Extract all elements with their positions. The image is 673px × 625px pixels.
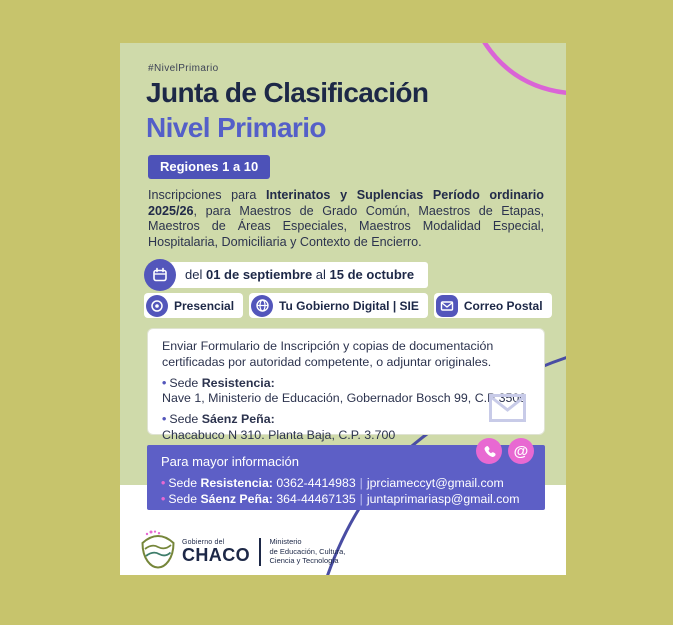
site-saenz-pena	[162, 412, 530, 428]
globe-icon	[251, 295, 273, 317]
contact-email: juntaprimariasp@gmail.com	[366, 492, 520, 506]
separator: |	[359, 476, 363, 490]
site-prefix: Sede	[169, 375, 202, 390]
date-end: 15 de octubre	[329, 267, 415, 282]
intro-paragraph	[148, 188, 544, 251]
hashtag: #NivelPrimario	[148, 63, 219, 74]
intro-lead: Inscripciones para	[148, 188, 267, 202]
page-title-line1: Junta de Clasificación	[146, 77, 429, 108]
page-title-line2: Nivel Primario	[146, 112, 326, 143]
channel-label: Presencial	[174, 298, 235, 313]
ministry-line2: de Educación, Cultura,	[269, 546, 346, 556]
calendar-icon	[144, 259, 176, 291]
contact-prefix: Sede	[168, 476, 201, 490]
government-logo	[140, 529, 345, 574]
channel-label: Tu Gobierno Digital | SIE	[279, 298, 419, 313]
contact-name: Sáenz Peña:	[200, 492, 273, 506]
contact-name: Resistencia:	[200, 476, 273, 490]
date-pre: del	[185, 267, 206, 282]
bullet: •	[161, 492, 166, 506]
contact-prefix: Sede	[168, 492, 201, 506]
chaco-leaf-logo	[140, 529, 176, 574]
bullet: •	[161, 476, 166, 490]
channel-presencial	[144, 293, 243, 318]
site-name: Resistencia:	[201, 375, 275, 390]
channel-gobierno-digital	[249, 293, 428, 318]
flyer-card	[120, 43, 566, 575]
at-icon: @	[508, 438, 534, 464]
contact-row-resistencia	[161, 475, 531, 491]
bullet: •	[162, 412, 167, 427]
submission-instructions: Enviar Formulario de Inscripción y copias de documentación certificadas por autoridad competente, o adjuntar originales.	[162, 339, 494, 369]
contact-email: jprciameccyt@gmail.com	[366, 476, 504, 490]
contact-heading: Para mayor información	[161, 454, 299, 469]
intro-rest: , para Maestros de Grado Común, Maestros de Etapas, Maestros de Áreas Especiales, Maestros Modalidad Especial, Hospitalaria, Domiciliaria y Contexto de Encierro.	[148, 203, 544, 250]
date-range-pill	[169, 262, 428, 288]
envelope-icon	[489, 394, 526, 427]
ministry-line3: Ciencia y Tecnología	[269, 556, 339, 566]
separator: |	[359, 492, 363, 506]
inscription-dates	[144, 259, 428, 291]
bullet: •	[162, 375, 167, 390]
site-name: Sáenz Peña:	[201, 412, 275, 427]
site-resistencia-detail: Nave 1, Ministerio de Educación, Gobernador Bosch 99, C.P 3500	[162, 391, 527, 406]
intro-highlight: Interinatos y Suplencias Período ordinario 2025/26	[148, 188, 545, 218]
channel-correo-postal	[434, 293, 552, 318]
ministry-text	[270, 537, 346, 566]
phone-icon	[476, 438, 502, 464]
logo-name: CHACO	[182, 545, 250, 565]
submission-box	[147, 328, 545, 442]
magenta-curve	[483, 43, 566, 93]
regions-badge: Regiones 1 a 10	[148, 155, 270, 179]
contact-row-saenz-pena	[161, 491, 531, 507]
date-mid: al	[312, 267, 330, 282]
channel-label: Correo Postal	[463, 298, 543, 313]
ministry-line1: Ministerio	[269, 537, 302, 547]
site-prefix: Sede	[169, 412, 202, 427]
logo-divider	[259, 538, 261, 566]
channel-pills	[144, 293, 552, 318]
site-saenz-pena-detail: Chacabuco N 310. Planta Baja, C.P. 3.700	[162, 427, 396, 442]
mail-icon	[436, 295, 458, 317]
target-icon	[146, 295, 168, 317]
logo-wordmark	[182, 539, 250, 564]
contact-phone: 364-44467135	[276, 492, 356, 506]
contact-phone: 0362-4414983	[276, 476, 356, 490]
logo-over-name: Gobierno del	[182, 539, 225, 546]
date-start: 01 de septiembre	[205, 267, 313, 282]
site-resistencia	[162, 376, 530, 392]
